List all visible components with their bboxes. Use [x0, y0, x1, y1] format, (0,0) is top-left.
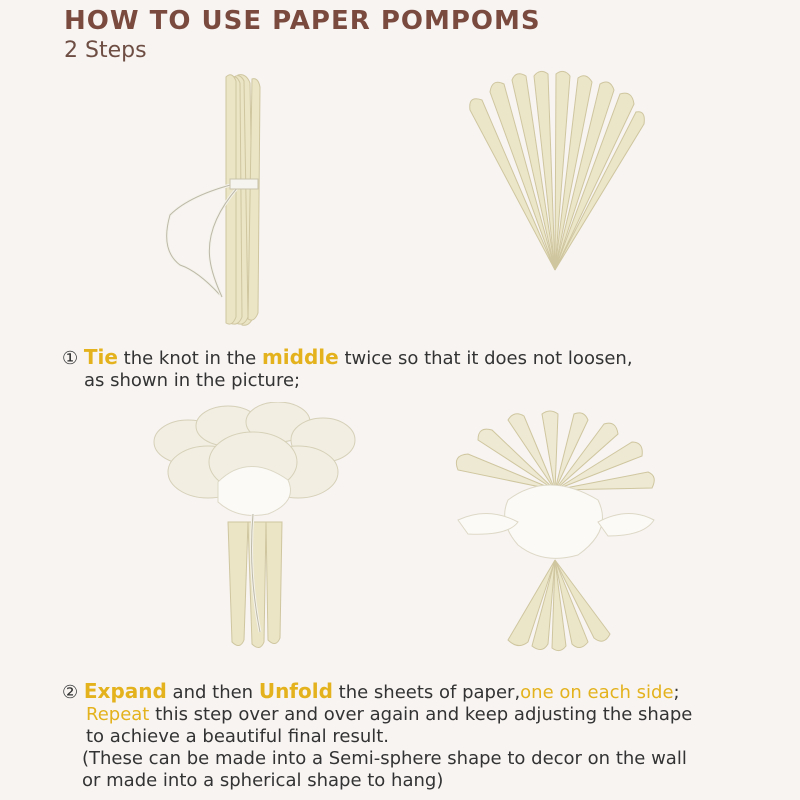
step-1-number: ①: [62, 348, 79, 369]
step-2-keyword-unfold: Unfold: [258, 679, 333, 703]
step-2-text-c: this step over and over again and keep adjusting the shape: [155, 704, 693, 725]
folded-pompom-photo: [150, 65, 280, 330]
step-1-keyword-twice: twice: [344, 348, 393, 369]
step-2-keyword-each-side: one on each side: [520, 682, 674, 703]
step-1-instructions: [62, 346, 633, 392]
step-2-line-2: [62, 704, 692, 726]
step-2-note-line-1: (These can be made into a Semi-sphere shape to decor on the wall: [82, 748, 687, 769]
step-2-line-3: to achieve a beautiful final result.: [86, 726, 390, 747]
step-1-text-b: so that it does not loosen,: [397, 348, 633, 369]
step-2-text-b: the sheets of paper,: [338, 682, 521, 703]
half-expanded-pompom-photo: [148, 402, 363, 652]
step-2-keyword-expand: Expand: [83, 679, 167, 703]
step-1-keyword-tie: Tie: [83, 345, 118, 369]
step-2-instructions: [62, 680, 692, 792]
finished-pompom-photo: [448, 410, 663, 655]
step-1-keyword-middle: middle: [261, 345, 339, 369]
page-subtitle: 2 Steps: [64, 38, 147, 63]
step-1-text-a: the knot in the: [123, 348, 257, 369]
step-2-number: ②: [62, 682, 79, 703]
step-2-semicolon: ;: [673, 682, 680, 703]
step-2-keyword-repeat: Repeat: [86, 704, 150, 725]
fanned-pompom-photo: [460, 70, 650, 275]
step-2-text-a: and then: [172, 682, 254, 703]
step-1-line-2: as shown in the picture;: [84, 370, 301, 391]
page-title: HOW TO USE PAPER POMPOMS: [64, 6, 541, 36]
step-2-note-line-2: or made into a spherical shape to hang): [82, 770, 444, 791]
